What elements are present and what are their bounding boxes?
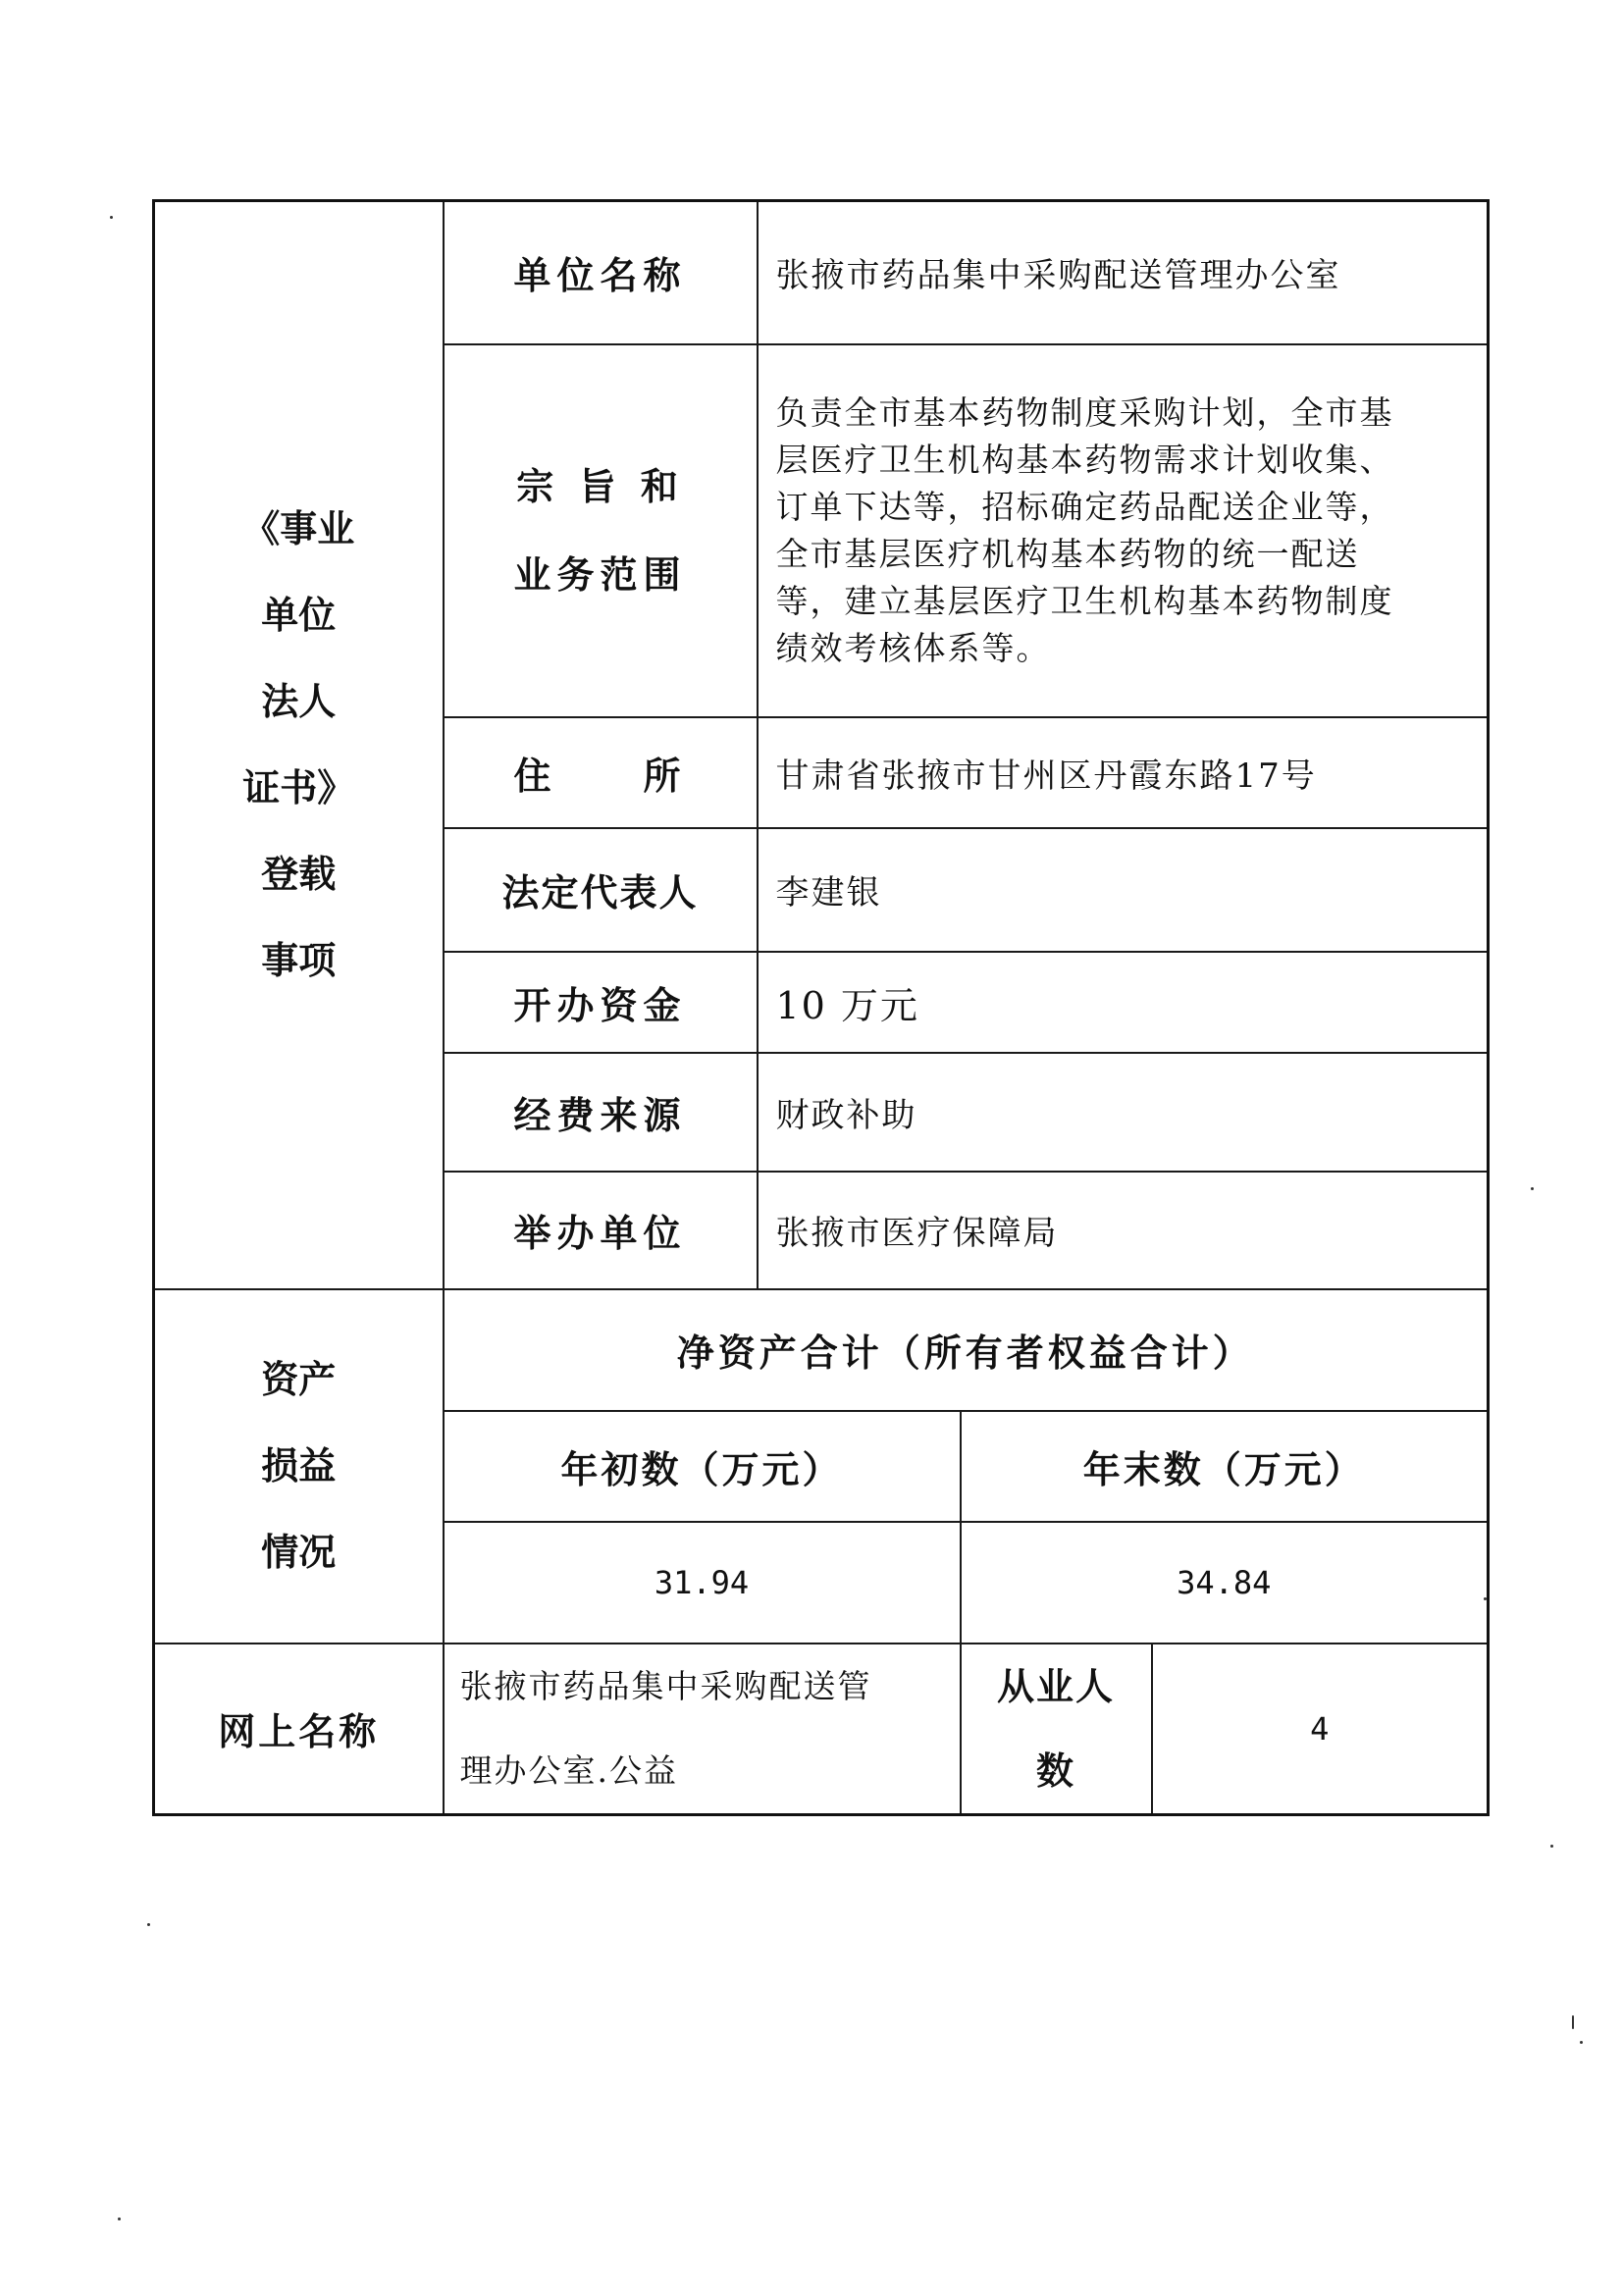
- assets-side-label: [154, 1289, 444, 1644]
- scan-speck: [1580, 2041, 1583, 2044]
- staff-label-line: 从业人: [996, 1663, 1115, 1708]
- scan-speck: [1550, 1845, 1553, 1848]
- side-label-line: 法人: [261, 679, 337, 724]
- online-name-line: 张掖市药品集中采购配送管: [459, 1666, 872, 1705]
- end-year-label: 年末数（万元）: [961, 1411, 1489, 1522]
- address-label: 住 所: [444, 717, 758, 828]
- side-label-line: 登载: [261, 852, 337, 897]
- purpose-line: 层医疗卫生机构基本药物需求计划收集、: [775, 440, 1394, 479]
- funding-source-value: 财政补助: [758, 1053, 1489, 1172]
- side-label-line: 事项: [261, 938, 337, 983]
- purpose-line: 等，建立基层医疗卫生机构基本药物制度: [775, 581, 1394, 620]
- side-label-line: 情况: [261, 1530, 337, 1574]
- side-label-line: 损益: [261, 1443, 337, 1487]
- purpose-label: [444, 344, 758, 717]
- row-online: [154, 1644, 1489, 1815]
- funds-label: 开办资金: [444, 952, 758, 1053]
- online-name-value: [444, 1644, 961, 1815]
- purpose-line: 全市基层医疗机构基本药物的统一配送: [775, 534, 1360, 573]
- side-label-line: 《事业: [242, 506, 355, 551]
- unit-name-label: 单位名称: [444, 201, 758, 344]
- registration-side-label: [154, 201, 444, 1289]
- funding-source-label: 经费来源: [444, 1053, 758, 1172]
- address-value: 甘肃省张掖市甘州区丹霞东路17号: [758, 717, 1489, 828]
- scan-speck: [147, 1923, 150, 1926]
- side-label-line: 资产: [261, 1357, 337, 1401]
- scan-speck: [118, 2218, 121, 2220]
- scan-speck: [1572, 2015, 1574, 2029]
- purpose-line: 负责全市基本药物制度采购计划，全市基: [775, 392, 1394, 432]
- scan-speck: [1531, 1187, 1534, 1190]
- side-label-line: 证书》: [242, 765, 355, 810]
- side-label-line: 单位: [261, 593, 337, 638]
- online-name-line: 理办公室.公益: [459, 1750, 678, 1790]
- purpose-line: 绩效考核体系等。: [775, 628, 1051, 667]
- row-unit-name: [154, 201, 1489, 344]
- end-year-value: 34.84: [961, 1522, 1489, 1644]
- purpose-label-line: 宗 旨 和: [516, 463, 684, 508]
- sponsor-value: 张掖市医疗保障局: [758, 1172, 1489, 1289]
- row-assets-header: [154, 1289, 1489, 1411]
- staff-value: 4: [1152, 1644, 1489, 1815]
- staff-label-line: 数: [1035, 1748, 1075, 1793]
- begin-year-value: 31.94: [444, 1522, 961, 1644]
- net-assets-header: 净资产合计（所有者权益合计）: [444, 1289, 1489, 1411]
- purpose-label-line: 业务范围: [513, 551, 687, 597]
- purpose-value: [758, 344, 1489, 717]
- sponsor-label: 举办单位: [444, 1172, 758, 1289]
- staff-label: [961, 1644, 1152, 1815]
- registration-table: [152, 199, 1490, 1816]
- online-name-label: 网上名称: [154, 1644, 444, 1815]
- begin-year-label: 年初数（万元）: [444, 1411, 961, 1522]
- unit-name-value: 张掖市药品集中采购配送管理办公室: [758, 201, 1489, 344]
- funds-value: 10 万元: [758, 952, 1489, 1053]
- scan-speck: [1484, 1597, 1487, 1600]
- scan-speck: [110, 216, 113, 219]
- legal-rep-value: 李建银: [758, 828, 1489, 952]
- purpose-line: 订单下达等，招标确定药品配送企业等，: [775, 487, 1394, 526]
- legal-rep-label: 法定代表人: [444, 828, 758, 952]
